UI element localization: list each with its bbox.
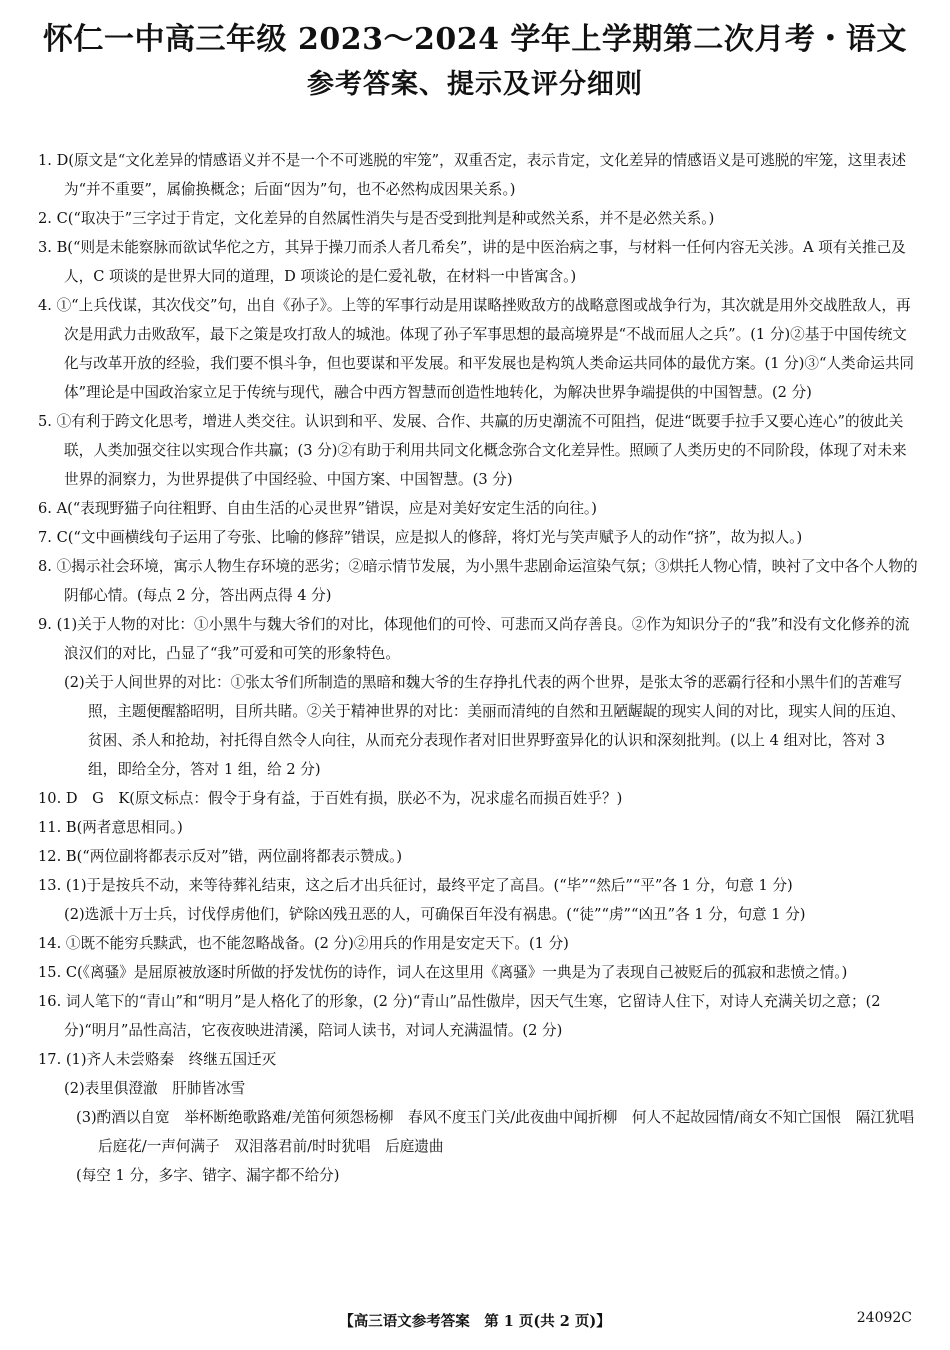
page-footer: 【高三语文参考答案 第 1 页(共 2 页)】 bbox=[339, 1313, 611, 1330]
answer-5: 5. ①有利于跨文化思考，增进人类交往。认识到和平、发展、合作、共赢的历史潮流不可阻挡，促进“既要手拉手又要心连心”的彼此关联，人类加强交往以实现合作共赢；(3 分)②有助于利用共同文化概念弥合文化差异性。照顾了人类历史的不同阶段，体现了对未来世界的洞察力，为世界提供了中国经验、中国方案、中国智慧。(3 分) bbox=[38, 413, 907, 488]
answer-17-part-2: (2)表里俱澄澈 肝肺皆冰雪 bbox=[64, 1080, 246, 1097]
answer-9-part-1: 9. (1)关于人物的对比：①小黑牛与魏大爷们的对比，体现他们的可怜、可悲而又尚存善良。②作为知识分子的“我”和没有文化修养的流浪汉们的对比，凸显了“我”可爱和可笑的形象特色。 bbox=[38, 616, 910, 662]
answer-13-part-2: (2)选派十万士兵，讨伐俘虏他们，铲除凶残丑恶的人，可确保百年没有祸患。(“徒”“虏”“凶丑”各 1 分，句意 1 分) bbox=[64, 906, 806, 923]
answer-17-note: (每空 1 分，多字、错字、漏字都不给分) bbox=[76, 1167, 340, 1184]
answer-16: 16. 词人笔下的“青山”和“明月”是人格化了的形象，(2 分)“青山”品性傲岸，因天气生寒，它留诗人住下，对诗人充满关切之意；(2 分)“明月”品性高洁，它夜夜映进清溪，陪词人读书，对词人充满温情。(2 分) bbox=[38, 993, 881, 1039]
answer-list bbox=[38, 146, 918, 1190]
answer-15: 15. C(《离骚》是屈原被放逐时所做的抒发忧伤的诗作，词人在这里用《离骚》一典是为了表现自己被贬后的孤寂和悲愤之情。) bbox=[38, 964, 848, 981]
answer-14: 14. ①既不能穷兵黩武，也不能忽略战备。(2 分)②用兵的作用是安定天下。(1 分) bbox=[38, 935, 569, 952]
answer-4: 4. ①“上兵伐谋，其次伐交”句，出自《孙子》。上等的军事行动是用谋略挫败敌方的战略意图或战争行为，其次就是用外交战胜敌人，再次是用武力击败敌军，最下之策是攻打敌人的城池。体现了孙子军事思想的最高境界是“不战而屈人之兵”。(1 分)②基于中国传统文化与改革开放的经验，我们要不惧斗争，但也要谋和平发展。和平发展也是构筑人类命运共同体的最优方案。(1 分)③“人类命运共同体”理论是中国政治家立足于传统与现代，融合中西方智慧而创造性地转化，为解决世界争端提供的中国智慧。(2 分) bbox=[38, 297, 915, 401]
answer-11: 11. B(两者意思相同。) bbox=[38, 819, 183, 836]
answer-17-part-1: 17. (1)齐人未尝赂秦 终继五国迁灭 bbox=[38, 1051, 277, 1068]
answer-13-part-1: 13. (1)于是按兵不动，来等待葬礼结束，这之后才出兵征讨，最终平定了高昌。(“毕”“然后”“平”各 1 分，句意 1 分) bbox=[38, 877, 793, 894]
answer-6: 6. A(“表现野猫子向往粗野、自由生活的心灵世界”错误，应是对美好安定生活的向往。) bbox=[38, 500, 597, 517]
answer-12: 12. B(“两位副将都表示反对”错，两位副将都表示赞成。) bbox=[38, 848, 403, 865]
page-subtitle: 参考答案、提示及评分细则 bbox=[307, 69, 643, 100]
answer-10: 10. D G K(原文标点：假令于身有益，于百姓有损，朕必不为，况求虚名而损百姓乎？) bbox=[38, 790, 623, 807]
page-title: 怀仁一中高三年级 2023～2024 学年上学期第二次月考・语文 bbox=[43, 22, 907, 57]
answer-9-part-2: (2)关于人间世界的对比：①张太爷们所制造的黑暗和魏大爷的生存挣扎代表的两个世界，是张太爷的恶霸行径和小黑牛们的苦难写照，主题便醒豁昭明，目所共睹。②关于精神世界的对比：美丽而清纯的自然和丑陋龌龊的现实人间的对比，现实人间的压迫、贫困、杀人和抢劫，衬托得自然令人向往，从而充分表现作者对旧世界野蛮异化的认识和深刻批判。(以上 4 组对比，答对 3 组，即给全分，答对 1 组，给 2 分) bbox=[64, 674, 906, 778]
document-code: 24092C bbox=[856, 1310, 912, 1326]
answer-2: 2. C(“取决于”三字过于肯定，文化差异的自然属性消失与是否受到批判是种或然关系，并不是必然关系。) bbox=[38, 210, 715, 227]
answer-17-part-3: (3)酌酒以自宽 举杯断绝歌路难/羌笛何须怨杨柳 春风不度玉门关/此夜曲中闻折柳 何人不起故园情/商女不知亡国恨 隔江犹唱后庭花/一声何满子 双泪落君前/时时犹唱 后庭遗曲 bbox=[76, 1109, 915, 1155]
answer-7: 7. C(“文中画横线句子运用了夸张、比喻的修辞”错误，应是拟人的修辞，将灯光与笑声赋予人的动作“挤”，故为拟人。) bbox=[38, 529, 803, 546]
answer-8: 8. ①揭示社会环境，寓示人物生存环境的恶劣；②暗示情节发展，为小黑牛悲剧命运渲染气氛；③烘托人物心情，映衬了文中各个人物的阴郁心情。(每点 2 分，答出两点得 4 分) bbox=[38, 558, 918, 604]
answer-1: 1. D(原文是“文化差异的情感语义并不是一个不可逃脱的牢笼”，双重否定，表示肯定，文化差异的情感语义是可逃脱的牢笼，这里表述为“并不重要”，属偷换概念；后面“因为”句，也不必然构成因果关系。) bbox=[38, 152, 907, 198]
answer-3: 3. B(“则是未能察脉而欲试华佗之方，其异于操刀而杀人者几希矣”，讲的是中医治病之事，与材料一任何内容无关涉。A 项有关推己及人，C 项谈的是世界大同的道理，D 项谈论的是仁爱礼敬，在材料一中皆寓含。) bbox=[38, 239, 906, 285]
